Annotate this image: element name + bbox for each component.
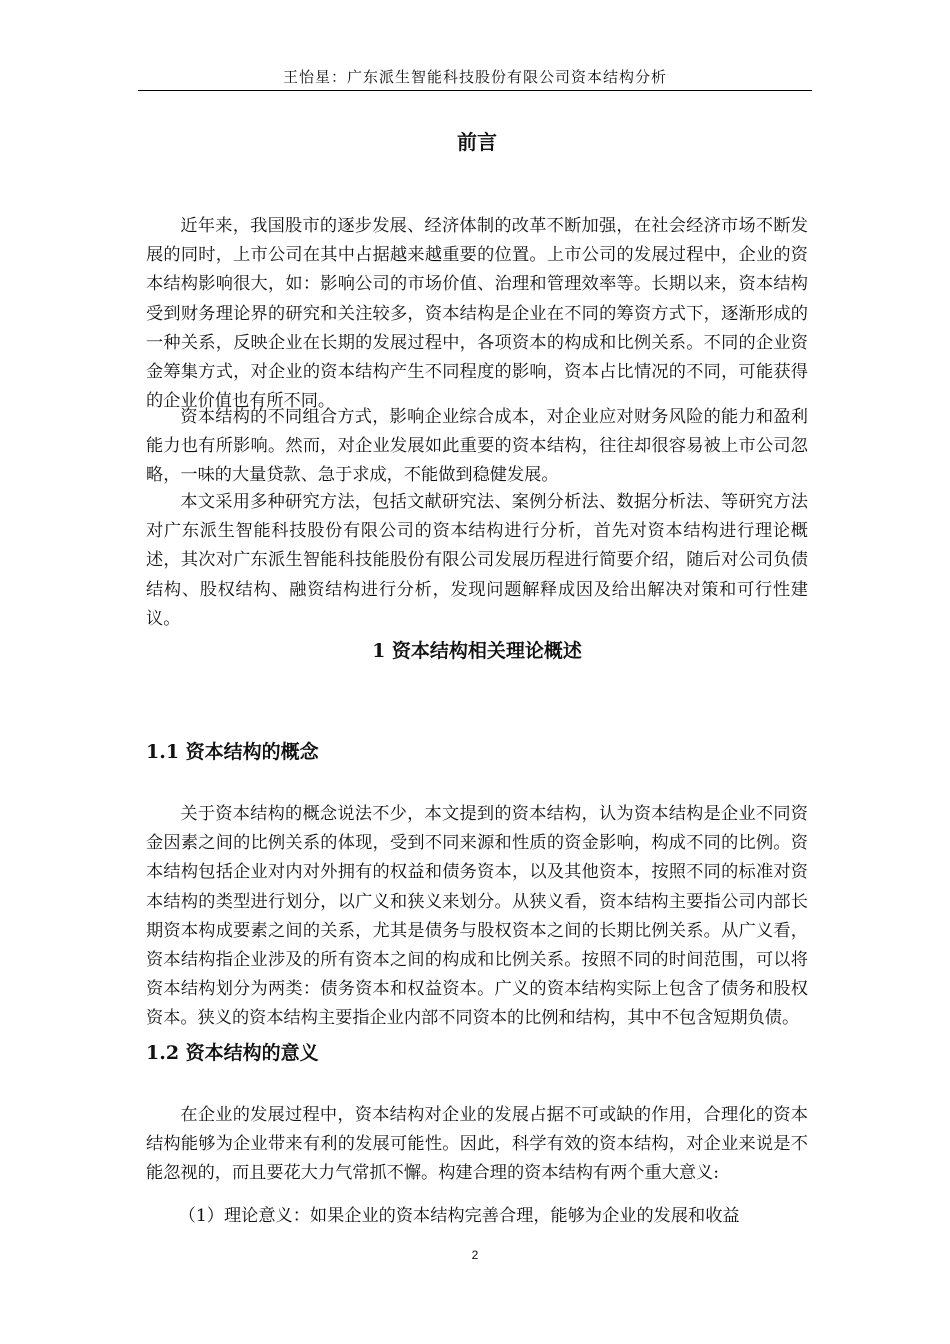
preface-paragraph-3: 本文采用多种研究方法，包括文献研究法、案例分析法、数据分析法、等研究方法对广东派生智能科技股份有限公司的资本结构进行分析，首先对资本结构进行理论概述，其次对广东派生智能科技能股份有限公司发展历程进行简要介绍，随后对公司负债结构、股权结构、融资结构进行分析，发现问题解释成因及给出解决对策和可行性建议。	[146, 492, 808, 629]
preface-title: 前言	[457, 130, 497, 154]
header-rule	[138, 90, 812, 91]
section-1-2-heading: 1.2 资本结构的意义	[146, 1042, 319, 1064]
running-header: 王怡星：广东派生智能科技股份有限公司资本结构分析	[282, 68, 667, 86]
section-1-2-paragraph-1: 在企业的发展过程中，资本结构对企业的发展占据不可或缺的作用，合理化的资本结构能够为企业带来有利的发展可能性。因此，科学有效的资本结构，对企业来说是不能忽视的，而且要花大力气常抓不懈。构建合理的资本结构有两个重大意义:	[146, 1105, 808, 1184]
page-number: 2	[471, 1248, 479, 1262]
preface-paragraph-2: 资本结构的不同组合方式，影响企业综合成本，对企业应对财务风险的能力和盈利能力也有所影响。然而，对企业发展如此重要的资本结构，往往却很容易被上市公司忽略，一味的大量贷款、急于求成，不能做到稳健发展。	[146, 407, 808, 486]
section-1-2-paragraph-2: （1）理论意义：如果企业的资本结构完善合理，能够为企业的发展和收益	[178, 1206, 740, 1226]
section-1-1-paragraph: 关于资本结构的概念说法不少，本文提到的资本结构，认为资本结构是企业不同资金因素之间的比例关系的体现，受到不同来源和性质的资金影响，构成不同的比例。资本结构包括企业对内对外拥有的权益和债务资本，以及其他资本，按照不同的标准对资本结构的类型进行划分，以广义和狭义来划分。从狭义看，资本结构主要指公司内部长期资本构成要素之间的关系，尤其是债务与股权资本之间的长期比例关系。从广义看，资本结构指企业涉及的所有资本之间的构成和比例关系。按照不同的时间范围，可以将资本结构划分为两类：债务资本和权益资本。广义的资本结构实际上包含了债务和股权资本。狭义的资本结构主要指企业内部不同资本的比例和结构，其中不包含短期负债。	[146, 804, 808, 1029]
section-1-1-heading: 1.1 资本结构的概念	[146, 741, 319, 763]
preface-paragraph-1: 近年来，我国股市的逐步发展、经济体制的改革不断加强，在社会经济市场不断发展的同时，上市公司在其中占据越来越重要的位置。上市公司的发展过程中，企业的资本结构影响很大，如：影响公司的市场价值、治理和管理效率等。长期以来，资本结构受到财务理论界的研究和关注较多，资本结构是企业在不同的筹资方式下，逐渐形成的一种关系，反映企业在长期的发展过程中，各项资本的构成和比例关系。不同的企业资金筹集方式，对企业的资本结构产生不同程度的影响，资本占比情况的不同，可能获得的企业价值也有所不同。	[146, 216, 808, 412]
chapter-1-heading: 1 资本结构相关理论概述	[372, 640, 582, 662]
